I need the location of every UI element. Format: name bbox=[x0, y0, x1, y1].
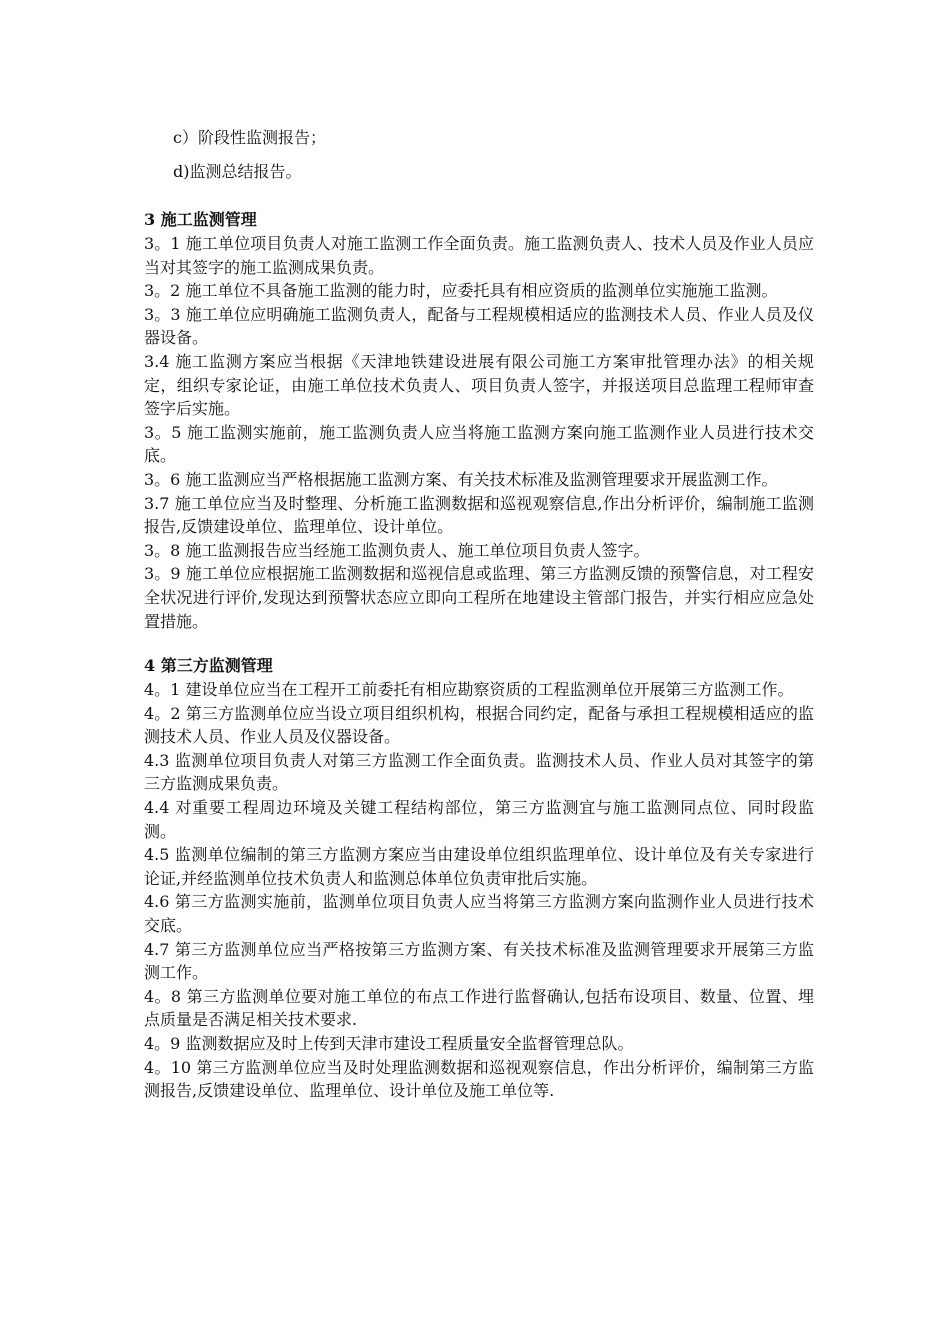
paragraph-4-9: 4。9 监测数据应及时上传到天津市建设工程质量安全监督管理总队。 bbox=[144, 1034, 634, 1053]
paragraph-3-7: 3.7 施工单位应当及时整理、分析施工监测数据和巡视观察信息,作出分析评价，编制施工监测报告,反馈建设单位、监理单位、设计单位。 bbox=[144, 493, 814, 537]
paragraph-3-9: 3。9 施工单位应根据施工监测数据和巡视信息或监理、第三方监测反馈的预警信息，对工程安全状况进行评价,发现达到预警状态应立即向工程所在地建设主管部门报告，并实行相应应急处置措施。 bbox=[144, 564, 814, 631]
paragraph-3-6: 3。6 施工监测应当严格根据施工监测方案、有关技术标准及监测管理要求开展监测工作。 bbox=[144, 469, 778, 489]
paragraph-3-1: 3。1 施工单位项目负责人对施工监测工作全面负责。施工监测负责人、技术人员及作业人员应当对其签字的施工监测成果负责。 bbox=[144, 234, 814, 277]
list-item-d: d)监测总结报告。 bbox=[173, 162, 302, 181]
paragraph-4-10: 4。10 第三方监测单位应当及时处理监测数据和巡视观察信息，作出分析评价，编制第三方监测报告,反馈建设单位、监理单位、设计单位及施工单位等. bbox=[144, 1057, 814, 1101]
paragraph-3-2: 3。2 施工单位不具备施工监测的能力时，应委托具有相应资质的监测单位实施施工监测。 bbox=[144, 281, 778, 301]
paragraph-3-4: 3.4 施工监测方案应当根据《天津地铁建设进展有限公司施工方案审批管理办法》的相关规定，组织专家论证，由施工单位技术负责人、项目负责人签字，并报送项目总监理工程师审查签字后实施。 bbox=[144, 351, 814, 419]
paragraph-4-1: 4。1 建设单位应当在工程开工前委托有相应勘察资质的工程监测单位开展第三方监测工作。 bbox=[144, 680, 794, 700]
document-body bbox=[144, 208, 814, 1103]
section-heading-3: 3 施工监测管理 bbox=[144, 210, 257, 229]
paragraph-3-8: 3。8 施工监测报告应当经施工监测负责人、施工单位项目负责人签字。 bbox=[144, 540, 650, 560]
paragraph-3-3: 3。3 施工单位应明确施工监测负责人，配备与工程规模相适应的监测技术人员、作业人员及仪器设备。 bbox=[144, 304, 814, 348]
paragraph-4-6: 4.6 第三方监测实施前，监测单位项目负责人应当将第三方监测方案向监测作业人员进行技术交底。 bbox=[144, 892, 814, 936]
list-item-c: c）阶段性监测报告； bbox=[173, 128, 326, 147]
paragraph-4-8: 4。8 第三方监测单位要对施工单位的布点工作进行监督确认,包括布设项目、数量、位置、埋点质量是否满足相关技术要求. bbox=[144, 986, 814, 1030]
paragraph-4-3: 4.3 监测单位项目负责人对第三方监测工作全面负责。监测技术人员、作业人员对其签字的第三方监测成果负责。 bbox=[144, 750, 814, 794]
paragraph-4-7: 4.7 第三方监测单位应当严格按第三方监测方案、有关技术标准及监测管理要求开展第三方监测工作。 bbox=[144, 939, 814, 983]
paragraph-4-4: 4.4 对重要工程周边环境及关键工程结构部位，第三方监测宜与施工监测同点位、同时段监测。 bbox=[144, 798, 814, 841]
paragraph-4-5: 4.5 监测单位编制的第三方监测方案应当由建设单位组织监理单位、设计单位及有关专家进行论证,并经监测单位技术负责人和监测总体单位负责审批后实施。 bbox=[144, 845, 814, 888]
paragraph-3-5: 3。5 施工监测实施前，施工监测负责人应当将施工监测方案向施工监测作业人员进行技术交底。 bbox=[144, 422, 814, 466]
section-heading-4: 4 第三方监测管理 bbox=[144, 656, 273, 676]
paragraph-4-2: 4。2 第三方监测单位应当设立项目组织机构，根据合同约定，配备与承担工程规模相适应的监测技术人员、作业人员及仪器设备。 bbox=[144, 703, 814, 747]
